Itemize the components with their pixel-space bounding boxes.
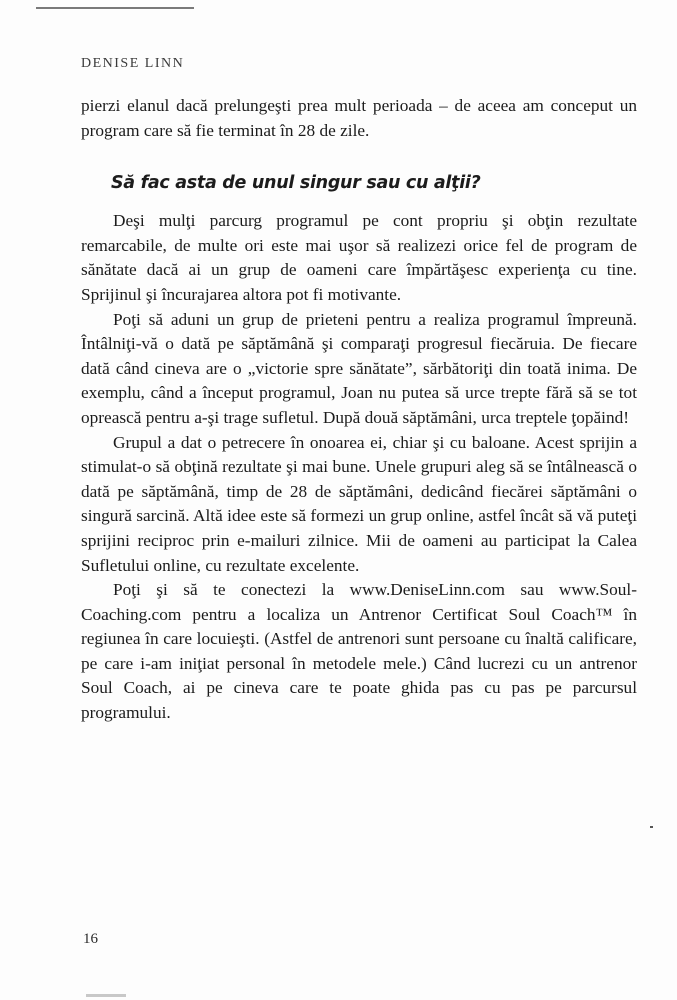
paragraph: Poţi şi să te conectezi la www.DeniseLinn.com sau www.Soul-Coaching.com pentru a localiza un Antrenor Certificat Soul Coach™ în regiunea în care locuieşti. (Astfel de antrenori sunt persoane cu înaltă calificare, pe care i-am iniţiat personal în metodele mele.) Când lucrezi cu un antrenor Soul Coach, ai pe cineva care te poate ghida pas cu pas pe parcursul programului. [81, 580, 637, 723]
bottom-scan-mark [86, 994, 126, 997]
top-rule [36, 7, 194, 9]
paragraph: Deşi mulţi parcurg programul pe cont propriu şi obţin rezultate remarcabile, de multe ori este mai uşor să realizezi orice fel de program de sănătate dacă ai un grup de oameni care împărtăşesc experienţa cu tine. Sprijinul şi încurajarea altora pot fi motivante. [81, 211, 637, 304]
paragraph-continued: pierzi elanul dacă prelungeşti prea mult perioada – de aceea am conceput un program care să fie terminat în 28 de zile. [81, 96, 637, 140]
body-text [81, 94, 637, 726]
paragraph: Poţi să aduni un grup de prieteni pentru a realiza programul împreună. Întâlniţi-vă o dată pe săptămână şi comparaţi progresul fiecăruia. De fiecare dată când cineva are o „victorie spre sănătate”, sărbătoriţi din toată inima. De exemplu, când a început programul, Joan nu putea să urce trepte fără să se tot oprească pentru a-şi trage sufletul. După două săptămâni, urca treptele ţopăind! [81, 309, 637, 427]
paragraph: Grupul a dat o petrecere în onoarea ei, chiar şi cu baloane. Acest sprijin a stimulat-o să obţină rezultate şi mai bune. Unele grupuri aleg să se întâlnească o dată pe săptămână, timp de 28 de săptămâni, dedicând fiecărei săptămâni o singură sarcină. Altă idee este să formezi un grup online, astfel încât să vă puteţi sprijini reciproc prin e-mailuri zilnice. Mii de oameni au participat la Calea Sufletului online, cu rezultate excelente. [81, 432, 637, 575]
running-head: DENISE LINN [81, 56, 185, 71]
scan-speck [650, 826, 653, 828]
page-number: 16 [83, 931, 98, 947]
section-heading: Să fac asta de unul singur sau cu alţii? [111, 173, 481, 194]
